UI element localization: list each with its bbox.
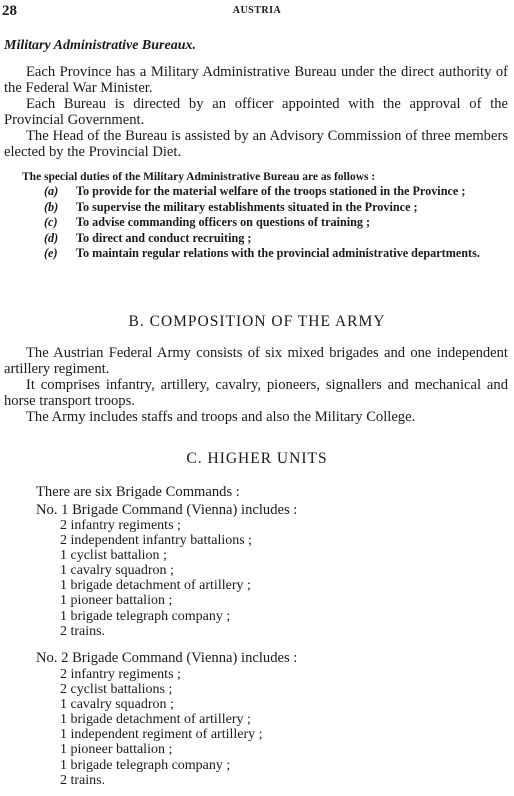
duty-letter: (d): [44, 230, 59, 245]
unit-item: 1 pioneer battalion ;: [60, 593, 173, 609]
brigade-1-units: [60, 518, 252, 639]
unit-item: 1 independent regiment of artillery ;: [60, 727, 263, 743]
duty-letter: (c): [44, 215, 58, 229]
section-heading-higher-units: C. HIGHER UNITS: [186, 450, 328, 467]
page-number: 28: [2, 3, 17, 19]
unit-item: 1 brigade telegraph company ;: [60, 757, 231, 773]
unit-item: 2 cyclist battalions ;: [60, 682, 173, 698]
brigade-commands-intro: There are six Brigade Commands :: [36, 484, 240, 500]
duty-text: To maintain regular relations with the provincial administrative departments.: [76, 246, 480, 260]
running-head: AUSTRIA: [232, 5, 282, 16]
unit-item: 1 cavalry squadron ;: [60, 563, 174, 579]
page-header: [0, 3, 514, 23]
duty-item: [42, 216, 506, 229]
duty-item: [42, 185, 506, 198]
duty-text: To advise commanding officers on questions of training ;: [76, 215, 371, 229]
brigade-2-units: [60, 667, 263, 788]
brigade-1-title: No. 1 Brigade Command (Vienna) includes :: [36, 502, 298, 518]
admin-paragraph-1: Each Province has a Military Administrative Bureau under the direct authority of the Federal War Minister.: [4, 64, 508, 96]
duty-text: To direct and conduct recruiting ;: [76, 230, 252, 245]
unit-item: 2 trains.: [60, 623, 106, 639]
unit-item: 1 brigade detachment of artillery ;: [60, 578, 251, 594]
unit-item: 1 brigade telegraph company ;: [60, 608, 231, 624]
duty-item: [42, 201, 506, 214]
duty-letter: (a): [44, 184, 59, 198]
unit-item: 1 cyclist battalion ;: [60, 548, 167, 564]
duties-list: [42, 185, 506, 263]
unit-item: 1 cavalry squadron ;: [60, 697, 174, 713]
unit-item: 2 infantry regiments ;: [60, 518, 181, 533]
composition-paragraph-2: It comprises infantry, artillery, cavalry, pioneers, signallers and mechanical and horse transport troops.: [4, 377, 508, 409]
section-heading-composition: B. COMPOSITION OF THE ARMY: [128, 313, 386, 330]
duty-item: [42, 232, 506, 245]
admin-bureaux-heading: Military Administrative Bureaux.: [4, 38, 197, 53]
duty-text: To supervise the military establishments situated in the Province ;: [76, 199, 418, 214]
duty-text: To provide for the material welfare of the troops stationed in the Province ;: [76, 184, 466, 198]
admin-paragraph-2: Each Bureau is directed by an officer appointed with the approval of the Provincial Government.: [4, 96, 508, 128]
unit-item: 2 trains.: [60, 772, 106, 788]
duties-intro: The special duties of the Military Administrative Bureau are as follows :: [22, 171, 376, 183]
composition-paragraph-3: The Army includes staffs and troops and also the Military College.: [26, 409, 416, 425]
unit-item: 1 brigade detachment of artillery ;: [60, 712, 251, 728]
admin-paragraph-3: The Head of the Bureau is assisted by an Advisory Commission of three members elected by the Provincial Diet.: [4, 128, 508, 160]
duty-letter: (b): [44, 199, 59, 214]
unit-item: 2 infantry regiments ;: [60, 667, 181, 682]
duty-letter: (e): [44, 246, 58, 260]
composition-paragraph-1: The Austrian Federal Army consists of six mixed brigades and one independent artillery regiment.: [4, 345, 508, 377]
unit-item: 1 pioneer battalion ;: [60, 742, 173, 758]
unit-item: 2 independent infantry battalions ;: [60, 533, 253, 549]
duty-item: [42, 247, 506, 260]
brigade-2-title: No. 2 Brigade Command (Vienna) includes :: [36, 650, 298, 666]
